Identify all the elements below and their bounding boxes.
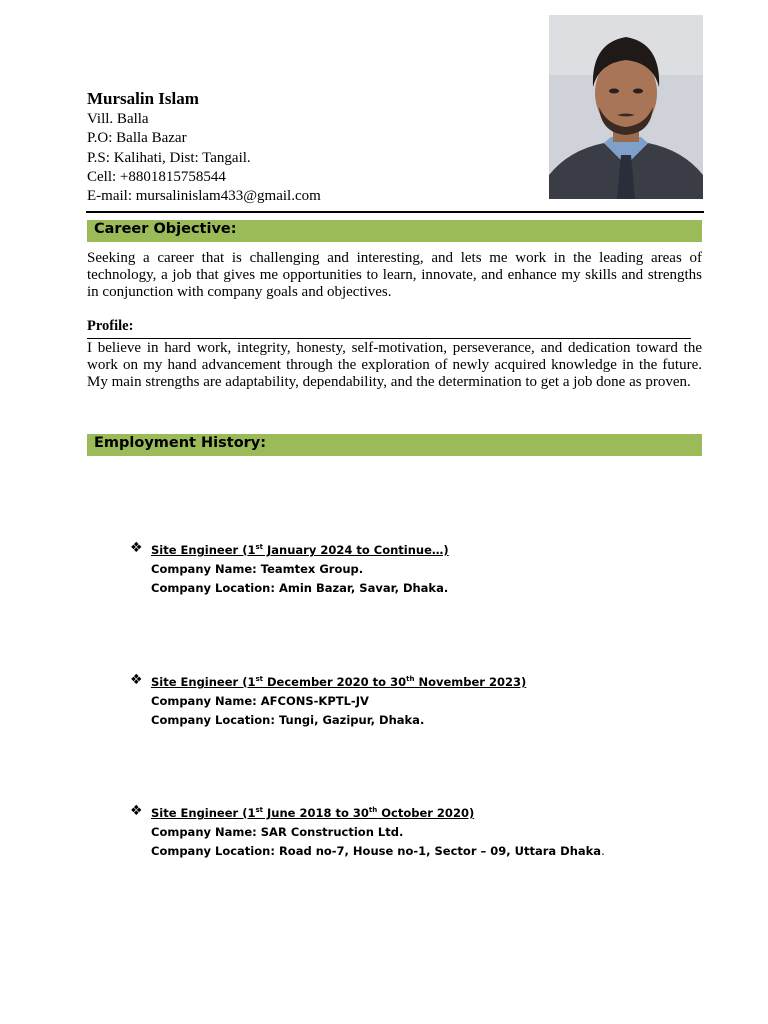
diamond-bullet-icon: ❖: [130, 672, 143, 688]
address-police-station: P.S: Kalihati, Dist: Tangail.: [87, 150, 251, 166]
employment-history-heading: Employment History:: [94, 435, 267, 451]
job-title: Site Engineer (1st June 2018 to 30th October 2020): [151, 806, 475, 820]
address-post-office: P.O: Balla Bazar: [87, 130, 187, 146]
profile-divider: [87, 338, 691, 339]
address-village: Vill. Balla: [87, 111, 149, 127]
company-name: Company Name: SAR Construction Ltd.: [151, 825, 404, 839]
cell-number: Cell: +8801815758544: [87, 169, 226, 185]
header-divider: [86, 211, 704, 213]
profile-photo-image: [549, 15, 703, 199]
job-title: Site Engineer (1st December 2020 to 30th November 2023): [151, 675, 527, 689]
company-location: Company Location: Tungi, Gazipur, Dhaka.: [151, 713, 425, 727]
company-name: Company Name: Teamtex Group.: [151, 562, 364, 576]
email-address: E-mail: mursalinislam433@gmail.com: [87, 188, 321, 204]
candidate-name: Mursalin Islam: [87, 89, 199, 108]
career-objective-text: Seeking a career that is challenging and interesting, and lets me work in the leading areas of technology, a job that gives me opportunities to learn, innovate, and enhance my skills and strengths in conjunction with company goals and objectives.: [87, 250, 702, 300]
career-objective-heading-band: [87, 220, 702, 242]
company-location: Company Location: Road no-7, House no-1, Sector – 09, Uttara Dhaka.: [151, 844, 605, 858]
career-objective-heading: Career Objective:: [94, 221, 237, 237]
profile-heading: Profile:: [87, 318, 134, 334]
company-name: Company Name: AFCONS-KPTL-JV: [151, 694, 369, 708]
profile-photo: [549, 15, 703, 199]
diamond-bullet-icon: ❖: [130, 540, 143, 556]
job-title: Site Engineer (1st January 2024 to Continue…): [151, 543, 449, 557]
company-location: Company Location: Amin Bazar, Savar, Dhaka.: [151, 581, 449, 595]
employment-history-heading-band: [87, 434, 702, 456]
profile-text: I believe in hard work, integrity, honesty, self-motivation, perseverance, and dedication toward the work on my hand advancement through the exploration of newly acquired knowledge in the future. My main strengths are adaptability, dependability, and the determination to get a job done as proven.: [87, 340, 702, 390]
diamond-bullet-icon: ❖: [130, 803, 143, 819]
